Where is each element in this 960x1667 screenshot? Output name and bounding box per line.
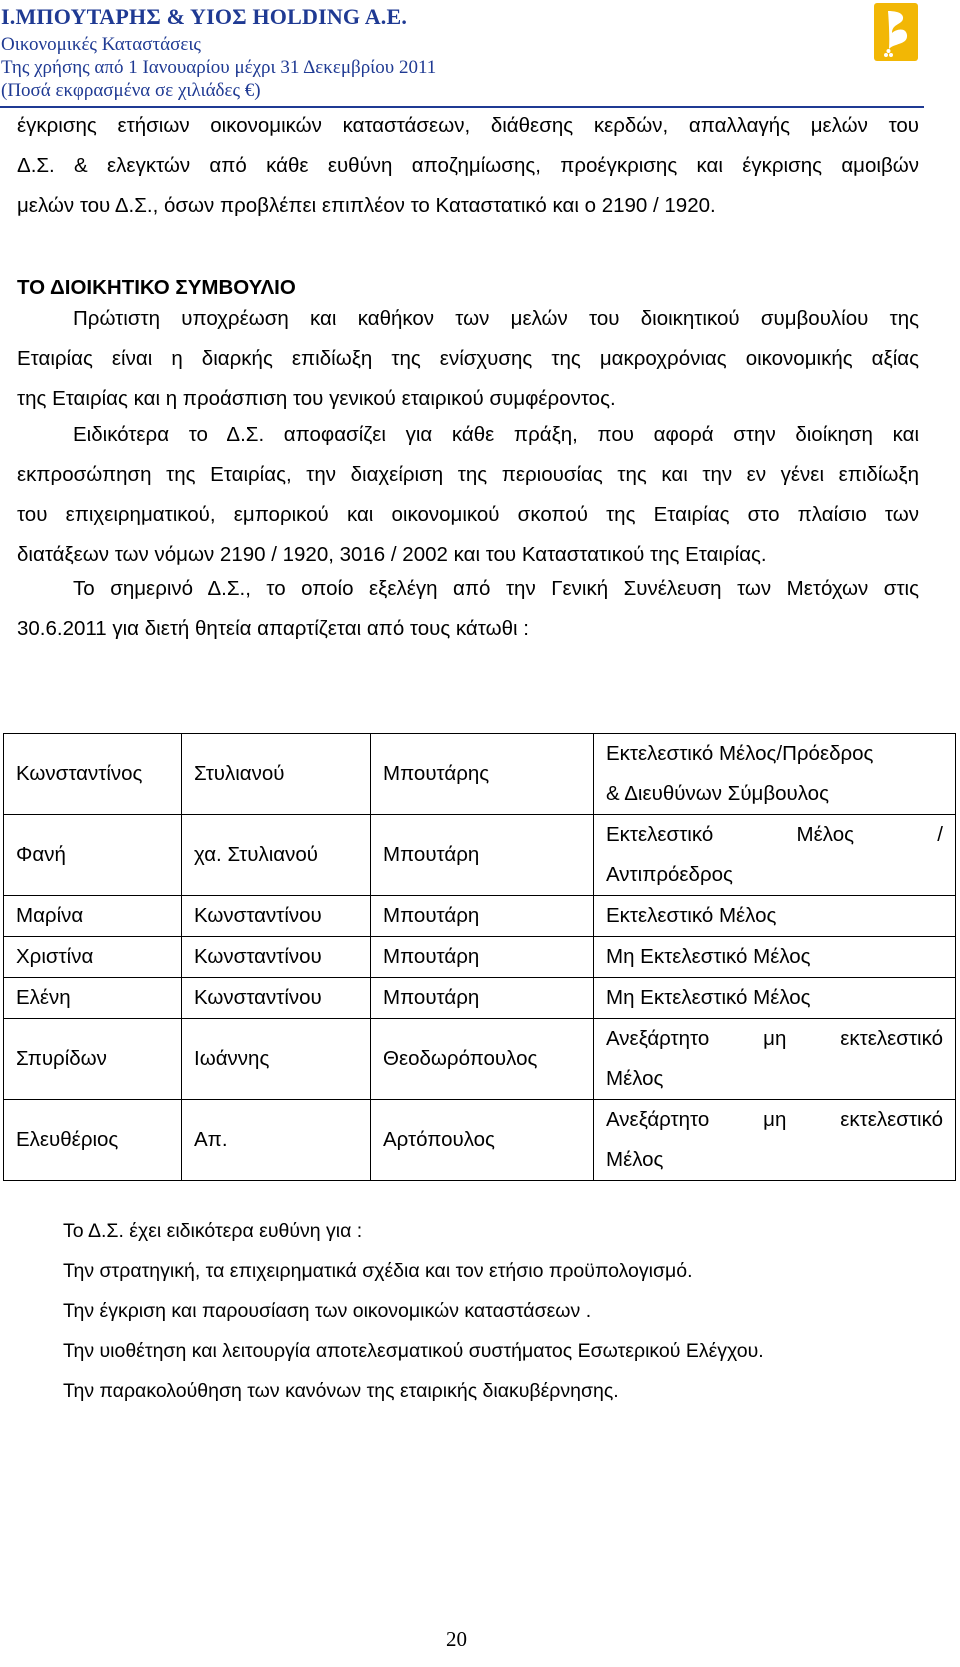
member-role bbox=[594, 937, 956, 978]
role-line: & Διευθύνων Σύμβουλος bbox=[606, 782, 829, 805]
intro-paragraph bbox=[17, 106, 919, 226]
member-first-name: Ελευθέριος bbox=[4, 1100, 182, 1181]
member-surname: Μπουτάρη bbox=[371, 937, 594, 978]
member-first-name: Χριστίνα bbox=[4, 937, 182, 978]
role-line: Μέλος bbox=[606, 1148, 664, 1171]
header-period: Της χρήσης από 1 Ιανουαρίου μέχρι 31 Δεκεμβρίου 2011 bbox=[1, 57, 437, 78]
text-line: έγκρισης ετήσιων οικονομικών καταστάσεων, διάθεσης κερδών, απαλλαγής μελών του bbox=[17, 114, 919, 137]
role-line: Αντιπρόεδρος bbox=[606, 863, 733, 886]
role-line: Ανεξάρτητο μη εκτελεστικό bbox=[606, 1027, 943, 1050]
member-father-name: χα. Στυλιανού bbox=[182, 815, 371, 896]
member-first-name: Μαρίνα bbox=[4, 896, 182, 937]
member-surname: Μπουτάρη bbox=[371, 978, 594, 1019]
text-line: Εταιρίας είναι η διαρκής επιδίωξη της ενίσχυσης της μακροχρόνιας οικονομικής αξίας bbox=[17, 347, 919, 370]
list-item: Το Δ.Σ. έχει ειδικότερα ευθύνη για : bbox=[63, 1220, 363, 1242]
text-line: Το σημερινό Δ.Σ., το οποίο εξελέγη από την Γενική Συνέλευση των Μετόχων στις bbox=[73, 577, 919, 600]
role-line: Ανεξάρτητο μη εκτελεστικό bbox=[606, 1108, 943, 1131]
text-line: του επιχειρηματικού, εμπορικού και οικονομικού σκοπού της Εταιρίας στο πλαίσιο των bbox=[17, 503, 919, 526]
role-line: Μέλος bbox=[606, 1067, 664, 1090]
role-line: Εκτελεστικό Μέλος / bbox=[606, 823, 943, 846]
company-name: Ι.ΜΠΟΥΤΑΡΗΣ & ΥΙΟΣ HOLDING A.E. bbox=[1, 4, 408, 29]
member-father-name: Κωνσταντίνου bbox=[182, 896, 371, 937]
list-item: Την στρατηγική, τα επιχειρηματικά σχέδια και τον ετήσιο προϋπολογισμό. bbox=[63, 1260, 693, 1282]
member-father-name: Κωνσταντίνου bbox=[182, 978, 371, 1019]
page-number: 20 bbox=[446, 1627, 467, 1651]
role-line: Εκτελεστικό Μέλος/Πρόεδρος bbox=[606, 742, 874, 765]
composition-paragraph bbox=[17, 569, 919, 649]
table-row bbox=[4, 734, 956, 815]
table-row bbox=[4, 978, 956, 1019]
table-row bbox=[4, 1100, 956, 1181]
text-line: Ειδικότερα το Δ.Σ. αποφασίζει για κάθε πράξη, που αφορά στην διοίκηση και bbox=[73, 423, 919, 446]
text-line: της Εταιρίας και η προάσπιση του γενικού εταιρικού συμφέροντος. bbox=[17, 387, 616, 410]
member-role bbox=[594, 815, 956, 896]
responsibilities-list bbox=[63, 1211, 764, 1411]
list-item: Την παρακολούθηση των κανόνων της εταιρικής διακυβέρνησης. bbox=[63, 1380, 619, 1402]
role-line: Μη Εκτελεστικό Μέλος bbox=[606, 986, 811, 1009]
table-row bbox=[4, 815, 956, 896]
table-row bbox=[4, 937, 956, 978]
text-line: Δ.Σ. & ελεγκτών από κάθε ευθύνη αποζημίωσης, προέγκρισης και έγκρισης αμοιβών bbox=[17, 154, 919, 177]
section-title: ΤΟ ΔΙΟΙΚΗΤΙΚΟ ΣΥΜΒΟΥΛΙΟ bbox=[17, 276, 296, 299]
member-first-name: Ελένη bbox=[4, 978, 182, 1019]
list-item: Την υιοθέτηση και λειτουργία αποτελεσματικού συστήματος Εσωτερικού Ελέγχου. bbox=[63, 1340, 764, 1362]
text-line: εκπροσώπηση της Εταιρίας, την διαχείριση της περιουσίας της και την εν γένει επιδίωξη bbox=[17, 463, 919, 486]
member-father-name: Στυλιανού bbox=[182, 734, 371, 815]
board-members-table bbox=[3, 733, 956, 1181]
role-line: Μη Εκτελεστικό Μέλος bbox=[606, 945, 811, 968]
member-first-name: Κωνσταντίνος bbox=[4, 734, 182, 815]
text-line: 30.6.2011 για διετή θητεία απαρτίζεται από τους κάτωθι : bbox=[17, 617, 529, 640]
header-units: (Ποσά εκφρασμένα σε χιλιάδες €) bbox=[1, 80, 261, 101]
member-surname: Μπουτάρης bbox=[371, 734, 594, 815]
member-first-name: Φανή bbox=[4, 815, 182, 896]
text-line: Πρώτιστη υποχρέωση και καθήκον των μελών του διοικητικού συμβουλίου της bbox=[73, 307, 919, 330]
member-father-name: Ιωάννης bbox=[182, 1019, 371, 1100]
member-surname: Αρτόπουλος bbox=[371, 1100, 594, 1181]
member-surname: Μπουτάρη bbox=[371, 815, 594, 896]
member-father-name: Κωνσταντίνου bbox=[182, 937, 371, 978]
member-surname: Θεοδωρόπουλος bbox=[371, 1019, 594, 1100]
table-row bbox=[4, 896, 956, 937]
company-logo-icon bbox=[874, 3, 918, 61]
member-role bbox=[594, 978, 956, 1019]
authority-paragraph bbox=[17, 415, 919, 575]
text-line: διατάξεων των νόμων 2190 / 1920, 3016 / 2002 και του Καταστατικού της Εταιρίας. bbox=[17, 543, 767, 566]
header-statement-title: Οικονομικές Καταστάσεις bbox=[1, 34, 201, 55]
role-line: Εκτελεστικό Μέλος bbox=[606, 904, 777, 927]
member-role bbox=[594, 1100, 956, 1181]
text-line: μελών του Δ.Σ., όσων προβλέπει επιπλέον το Καταστατικό και ο 2190 / 1920. bbox=[17, 194, 716, 217]
member-father-name: Απ. bbox=[182, 1100, 371, 1181]
member-first-name: Σπυρίδων bbox=[4, 1019, 182, 1100]
list-item: Την έγκριση και παρουσίαση των οικονομικών καταστάσεων . bbox=[63, 1300, 592, 1322]
member-role bbox=[594, 1019, 956, 1100]
table-row bbox=[4, 1019, 956, 1100]
member-role bbox=[594, 896, 956, 937]
member-surname: Μπουτάρη bbox=[371, 896, 594, 937]
document-header bbox=[0, 0, 924, 104]
member-role bbox=[594, 734, 956, 815]
duties-paragraph bbox=[17, 299, 919, 419]
